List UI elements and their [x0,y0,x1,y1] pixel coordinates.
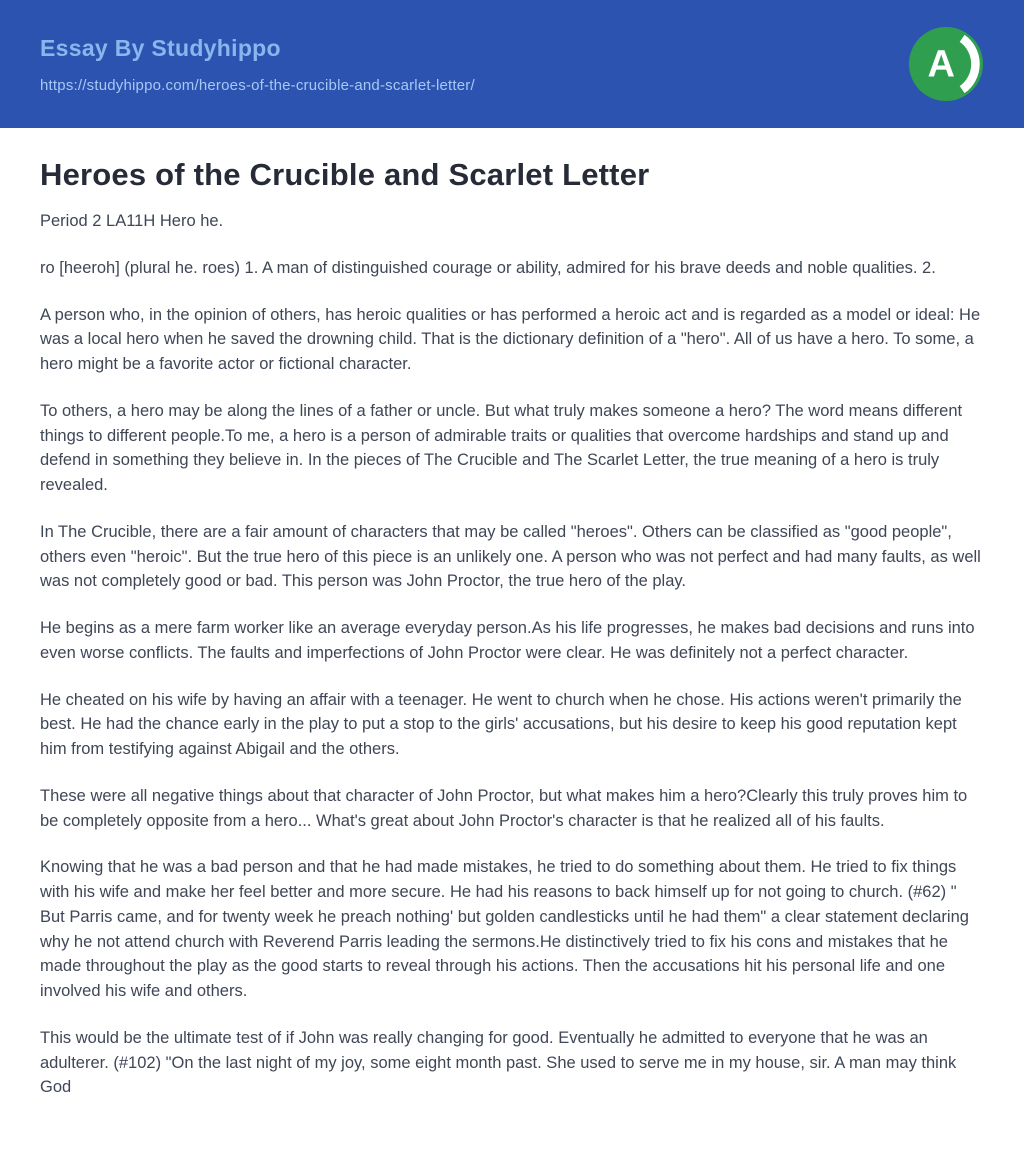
paragraph: Period 2 LA11H Hero he. [40,212,224,231]
logo-letter: A [927,43,955,86]
paragraph: This would be the ultimate test of if John was really changing for good. Eventually he admitted to everyone that he was an adulterer. (#102) "On the last night of my joy, some eight month past. She used to serve me in my house, sir. A man may think God [40,1028,957,1097]
article-body [40,209,984,1100]
site-title: Essay By Studyhippo [40,34,281,61]
paragraph: In The Crucible, there are a fair amount of characters that may be called "heroes". Others can be classified as "good people", others even "heroic". But the true hero of this piece is an unlikely one. A person who was not perfect and had many faults, as well was not completely good or bad. This person was John Proctor, the true hero of the play. [40,522,981,591]
paragraph: A person who, in the opinion of others, has heroic qualities or has performed a heroic act and is regarded as a model or ideal: He was a local hero when he saved the drowning child. That is the dictionary definition of a "hero". All of us have a hero. To some, a hero might be a favorite actor or fictional character. [40,305,981,374]
article-title: Heroes of the Crucible and Scarlet Letter [40,157,650,192]
paragraph: These were all negative things about that character of John Proctor, but what makes him a hero?Clearly this truly proves him to be completely opposite from a hero... What's great about John Proctor's character is that he realized all of his faults. [40,786,968,830]
studyhippo-logo-icon [908,26,984,102]
site-header [0,0,1024,128]
paragraph: To others, a hero may be along the lines of a father or uncle. But what truly makes someone a hero? The word means different things to different people.To me, a hero is a person of admirable traits or qualities that overcome hardships and stand up and defend in something they believe in. In the pieces of The Crucible and The Scarlet Letter, the true meaning of a hero is truly revealed. [40,401,963,495]
page-url-link[interactable]: https://studyhippo.com/heroes-of-the-crucible-and-scarlet-letter/ [40,76,475,94]
header-text-block [40,35,475,94]
paragraph: Knowing that he was a bad person and that he had made mistakes, he tried to do something about them. He tried to fix things with his wife and make her feel better and more secure. He had his reasons to back himself up for not going to church. (#62) " But Parris came, and for twenty week he preach nothing' but golden candlesticks until he had them" a clear statement declaring why he not attend church with Reverend Parris leading the sermons.He distinctively tried to fix his cons and mistakes that he made throughout the play as the good starts to reveal through his actions. Then the accusations hit his personal life and one involved his wife and others. [40,858,969,1001]
article [0,128,1024,1170]
paragraph: ro [heeroh] (plural he. roes) 1. A man of distinguished courage or ability, admired for his brave deeds and noble qualities. 2. [40,258,936,277]
paragraph: He cheated on his wife by having an affair with a teenager. He went to church when he chose. His actions weren't primarily the best. He had the chance early in the play to put a stop to the girls' accusations, but his desire to keep his good reputation kept him from testifying against Abigail and the others. [40,690,962,759]
paragraph: He begins as a mere farm worker like an average everyday person.As his life progresses, he makes bad decisions and runs into even worse conflicts. The faults and imperfections of John Proctor were clear. He was definitely not a perfect character. [40,619,975,662]
